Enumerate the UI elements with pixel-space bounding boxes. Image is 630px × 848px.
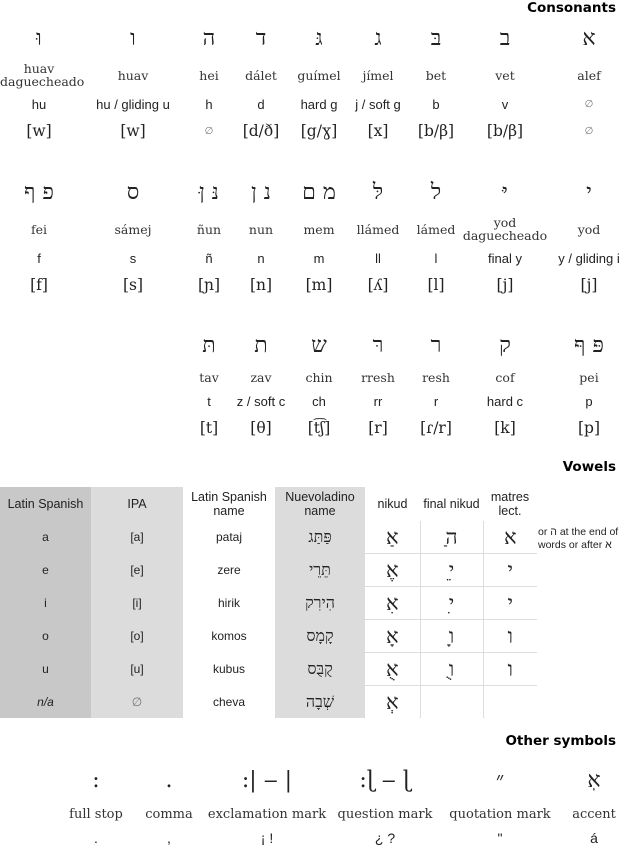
latin-equivalent: ∅ — [584, 98, 594, 110]
ipa-value: [b/β] — [417, 122, 455, 140]
ipa-value: [g/ɣ] — [300, 122, 338, 140]
letter: תּ — [202, 333, 216, 358]
final-nikud-cell: ֵי — [420, 554, 483, 587]
letter: ו — [130, 26, 136, 51]
letter: ת — [254, 333, 268, 358]
ipa-value: ∅ — [204, 125, 214, 137]
ipa-value: [t͡ʃ] — [307, 419, 331, 437]
final-nikud-cell: ִי — [420, 587, 483, 620]
ipa-value: [ʎ] — [367, 276, 389, 294]
letter-name: huav — [117, 67, 149, 83]
matres-note: or ה at the end of words or after א — [538, 526, 619, 551]
latin-equivalent: , — [167, 830, 171, 846]
latin-equivalent: ll — [375, 250, 381, 266]
column-header: Latin Spanish name — [183, 487, 275, 521]
letter-name: dálet — [245, 67, 277, 83]
nikud-cell: אֻ — [365, 653, 420, 686]
ladino-name-cell: הִירִק — [275, 587, 365, 620]
letter-name: huav daguecheado — [0, 61, 85, 89]
name-cell: pataj — [183, 521, 275, 554]
latin-equivalent: hard c — [486, 393, 524, 409]
letter-name: ñun — [196, 221, 222, 237]
latin-equivalent: z / soft c — [236, 393, 286, 409]
letter: מ ם — [302, 180, 336, 205]
letter: ק — [499, 333, 511, 358]
latin-equivalent: r — [433, 393, 439, 409]
symbol-name: quotation mark — [449, 806, 551, 822]
symbol-name: full stop — [69, 806, 123, 822]
column-header: matres lect. — [483, 487, 537, 521]
matres-cell: ו — [483, 653, 537, 686]
latin-cell: e — [0, 554, 91, 587]
matres-cell — [483, 686, 537, 719]
table-row — [0, 521, 537, 554]
letter: בּ — [430, 26, 442, 51]
letter-name: bet — [425, 67, 447, 83]
letter: נּ ןּ — [199, 180, 219, 205]
nikud-cell: אֶ — [365, 554, 420, 587]
letter: ה — [202, 26, 216, 51]
ipa-value: [p] — [577, 419, 601, 437]
ladino-name-cell: קָמָס — [275, 620, 365, 653]
ipa-value: [x] — [367, 122, 389, 140]
ipa-value: [j] — [580, 276, 598, 294]
ipa-value: [r] — [368, 419, 388, 437]
letter-name: sámej — [114, 221, 152, 237]
latin-equivalent: " — [497, 830, 503, 846]
final-nikud-cell — [420, 686, 483, 719]
latin-equivalent: final y — [488, 250, 522, 266]
letter-name: zav — [250, 369, 272, 385]
column-header: nikud — [365, 487, 420, 521]
ipa-value: [f] — [30, 276, 48, 294]
symbol-name: question mark — [337, 806, 433, 822]
letter: ל — [430, 180, 442, 205]
symbol: : — [92, 767, 100, 793]
final-nikud-cell: ַה — [420, 521, 483, 554]
letter: ג — [374, 26, 382, 51]
name-cell: kubus — [183, 653, 275, 686]
letter: גּ — [315, 26, 323, 51]
nikud-cell: אַ — [365, 521, 420, 554]
consonants-title: Consonants — [527, 0, 616, 16]
letter-name: lámed — [416, 221, 456, 237]
symbol: . — [165, 767, 173, 793]
name-cell: zere — [183, 554, 275, 587]
latin-cell: o — [0, 620, 91, 653]
ipa-value: [d/ð] — [242, 122, 280, 140]
ladino-name-cell: תֵּרֵי — [275, 554, 365, 587]
column-header: IPA — [91, 487, 183, 521]
ladino-name-cell: פַּתַּג — [275, 521, 365, 554]
letter-name: chin — [305, 369, 333, 385]
symbol-name: comma — [145, 806, 193, 822]
latin-equivalent: v — [501, 96, 509, 112]
latin-equivalent: á — [590, 830, 598, 846]
consonants-row-1 — [0, 18, 630, 146]
matres-cell: א — [483, 521, 537, 554]
other-symbols-table — [60, 760, 630, 848]
ladino-name-cell: שְׁבָה — [275, 686, 365, 719]
name-cell: cheva — [183, 686, 275, 719]
ipa-cell: [u] — [91, 653, 183, 686]
latin-cell: i — [0, 587, 91, 620]
ladino-name-cell: קֻבֻּס — [275, 653, 365, 686]
letter-name: yod daguecheado — [462, 215, 548, 243]
letter: ב — [499, 26, 511, 51]
ipa-value: [ɲ] — [197, 276, 221, 294]
latin-cell: u — [0, 653, 91, 686]
letter: פ ף — [24, 180, 54, 205]
nikud-cell: אְ — [365, 686, 420, 719]
latin-equivalent: s — [129, 250, 137, 266]
latin-equivalent: . — [94, 830, 98, 846]
letter-name: alef — [577, 67, 601, 83]
table-row — [0, 620, 537, 653]
ipa-cell: ∅ — [91, 686, 183, 719]
ipa-cell: [i] — [91, 587, 183, 620]
latin-equivalent: m — [313, 250, 325, 266]
latin-equivalent: j / soft g — [355, 96, 401, 112]
letter-name: fei — [30, 221, 48, 237]
consonants-row-3 — [188, 325, 630, 443]
latin-equivalent: d — [257, 96, 265, 112]
letter-name: rresh — [361, 369, 395, 385]
ipa-value: [k] — [494, 419, 516, 437]
letter: רּ — [372, 333, 384, 358]
table-row — [0, 653, 537, 686]
column-header: Latin Spanish — [0, 487, 91, 521]
letter-name: jímel — [362, 67, 394, 83]
name-cell: komos — [183, 620, 275, 653]
ipa-value: [l] — [427, 276, 445, 294]
symbol-name: accent — [572, 806, 616, 822]
matres-cell: י — [483, 587, 537, 620]
column-header: final nikud — [420, 487, 483, 521]
latin-equivalent: hard g — [300, 96, 338, 112]
letter: לּ — [372, 180, 384, 205]
letter: י — [586, 180, 592, 205]
final-nikud-cell: ָו — [420, 620, 483, 653]
letter-name: nun — [248, 221, 274, 237]
ipa-value: ∅ — [584, 125, 594, 137]
ipa-value: [m] — [305, 276, 333, 294]
latin-equivalent: h — [205, 96, 213, 112]
symbol: אֽ — [587, 768, 601, 793]
letter: וּ — [36, 26, 42, 51]
letter: נ ן — [251, 180, 271, 205]
latin-equivalent: hu / gliding u — [96, 96, 170, 112]
ipa-cell: [a] — [91, 521, 183, 554]
final-nikud-cell: ֻו — [420, 653, 483, 686]
letter-name: vet — [495, 67, 515, 83]
latin-equivalent: b — [432, 96, 440, 112]
nikud-cell: אָ — [365, 620, 420, 653]
ipa-value: [w] — [26, 122, 52, 140]
letter: א — [582, 26, 596, 51]
name-cell: hirik — [183, 587, 275, 620]
ipa-value: [b/β] — [486, 122, 524, 140]
letter: ש — [311, 333, 327, 358]
latin-cell: a — [0, 521, 91, 554]
column-header: Nuevoladino name — [275, 487, 365, 521]
letter-name: guímel — [297, 67, 341, 83]
letter-name: tav — [199, 369, 219, 385]
consonants-row-2 — [0, 172, 630, 300]
table-row — [0, 554, 537, 587]
letter-name: yod — [577, 221, 601, 237]
vowels-title: Vowels — [562, 459, 616, 475]
letter: ד — [255, 26, 267, 51]
latin-equivalent: p — [585, 393, 593, 409]
letter: פּ ףּ — [574, 333, 604, 358]
letter-name: resh — [422, 369, 450, 385]
ipa-value: [j] — [496, 276, 514, 294]
ipa-value: [w] — [120, 122, 146, 140]
letter-name: cof — [495, 369, 515, 385]
latin-equivalent: f — [37, 250, 41, 266]
latin-equivalent: ¿ ? — [374, 830, 396, 846]
symbol-name: exclamation mark — [207, 806, 327, 822]
symbol: :| ‒ | — [241, 767, 293, 793]
letter-name: pei — [579, 369, 599, 385]
ipa-value: [s] — [122, 276, 144, 294]
letter: ר — [430, 333, 442, 358]
latin-equivalent: n — [257, 250, 265, 266]
letter-name: mem — [303, 221, 335, 237]
ipa-value: [t] — [199, 419, 219, 437]
ipa-cell: [o] — [91, 620, 183, 653]
nikud-cell: אִ — [365, 587, 420, 620]
ipa-value: [n] — [249, 276, 273, 294]
ipa-value: [θ] — [250, 419, 272, 437]
latin-equivalent: l — [434, 250, 438, 266]
vowels-table — [0, 487, 537, 718]
letter-name: hei — [199, 67, 219, 83]
symbol: ״ — [495, 768, 505, 793]
latin-equivalent: t — [207, 393, 211, 409]
latin-equivalent: hu — [31, 96, 47, 112]
letter-name: llámed — [356, 221, 400, 237]
latin-equivalent: ¡ ! — [260, 830, 274, 846]
latin-equivalent: rr — [373, 393, 383, 409]
latin-equivalent: y / gliding i — [558, 250, 620, 266]
ipa-cell: [e] — [91, 554, 183, 587]
other-symbols-title: Other symbols — [505, 733, 616, 749]
letter: ס — [126, 180, 140, 205]
letter: יּ — [502, 180, 508, 205]
symbol: :ɭ ‒ ɭ — [359, 767, 411, 793]
latin-equivalent: ñ — [205, 250, 213, 266]
table-row — [0, 587, 537, 620]
matres-cell: ו — [483, 620, 537, 653]
table-row — [0, 686, 537, 719]
latin-equivalent: ch — [312, 393, 326, 409]
latin-cell: n/a — [0, 686, 91, 719]
ipa-value: [ɾ/r] — [420, 419, 452, 437]
matres-cell: י — [483, 554, 537, 587]
